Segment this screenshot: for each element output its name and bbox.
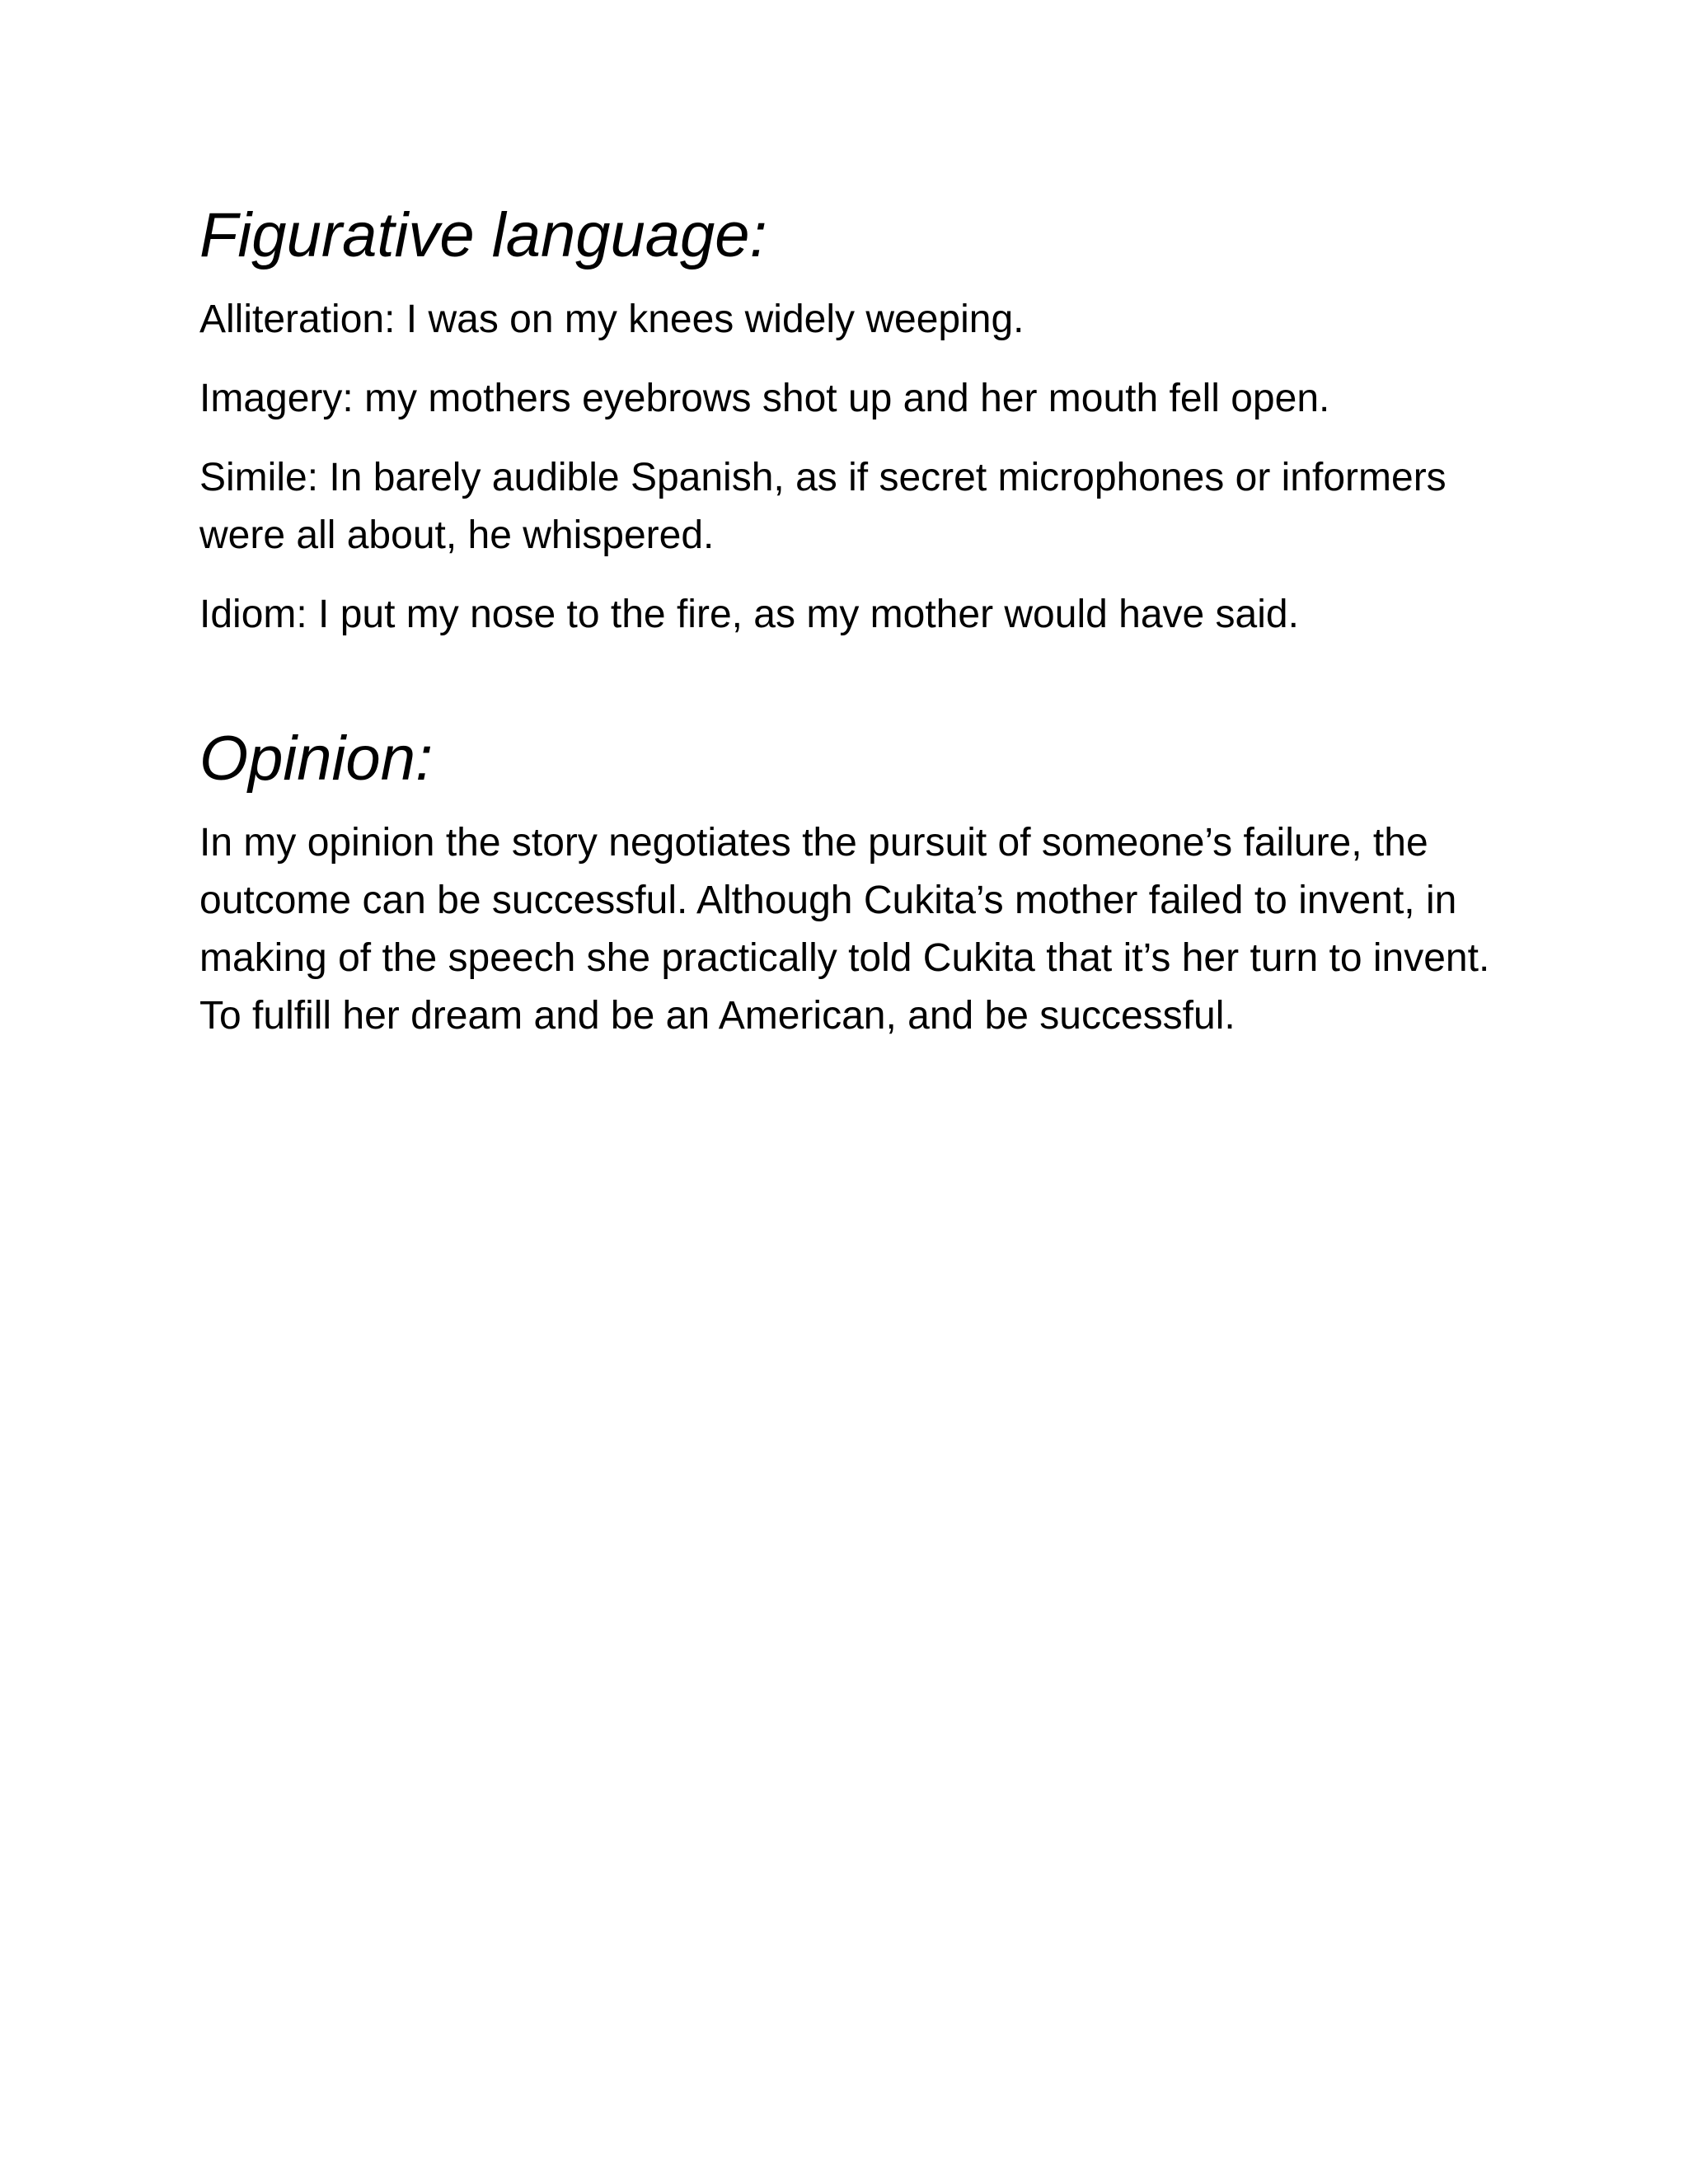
figurative-language-section <box>199 198 1502 644</box>
figurative-language-heading: Figurative language: <box>199 200 767 270</box>
alliteration-paragraph: Alliteration: I was on my knees widely weeping. <box>199 298 1025 342</box>
opinion-heading: Opinion: <box>199 724 434 794</box>
opinion-paragraph: In my opinion the story negotiates the pursuit of someone’s failure, the outcome can be successful. Although Cukita’s mother failed to invent, in making of the speech she practically told Cukita that it’s her turn to invent. To fulfill her dream and be an American, and be successful. <box>199 821 1490 1038</box>
opinion-section <box>199 721 1502 1045</box>
simile-paragraph: Simile: In barely audible Spanish, as if secret microphones or informers were all about, he whispered. <box>199 456 1447 558</box>
document-body <box>199 198 1502 1066</box>
imagery-paragraph: Imagery: my mothers eyebrows shot up and her mouth fell open. <box>199 377 1330 421</box>
idiom-paragraph: Idiom: I put my nose to the fire, as my mother would have said. <box>199 593 1299 637</box>
